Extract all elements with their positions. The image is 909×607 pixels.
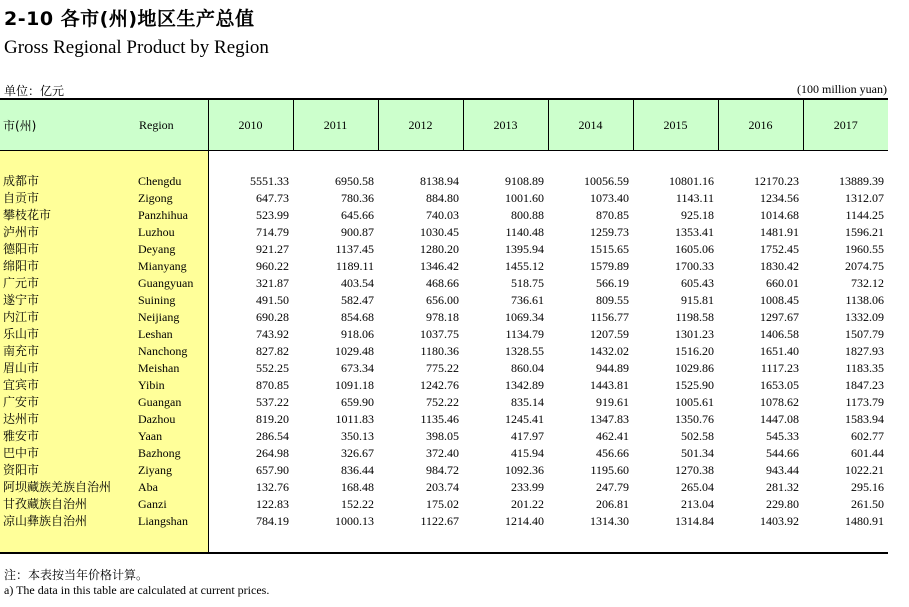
gdp-value-2010: 264.98 <box>256 446 289 460</box>
gdp-value-2011: 1029.48 <box>335 344 374 358</box>
gdp-value-2011: 152.22 <box>341 497 374 511</box>
gdp-value-2011: 168.48 <box>341 480 374 494</box>
header-year: 2010 <box>208 99 293 151</box>
gdp-value-2014: 1432.02 <box>590 344 629 358</box>
gdp-value-2012: 775.22 <box>426 361 459 375</box>
gdp-value-2014: 206.81 <box>596 497 629 511</box>
gdp-value-2016: 660.01 <box>766 276 799 290</box>
table-row <box>0 241 888 258</box>
gdp-value-2011: 854.68 <box>341 310 374 324</box>
gdp-value-2016: 544.66 <box>766 446 799 460</box>
gdp-value-2013: 518.75 <box>511 276 544 290</box>
region-name: Yibin <box>132 377 208 394</box>
header-year: 2017 <box>803 99 888 151</box>
gdp-value-2017: 1144.25 <box>845 208 884 222</box>
city-name-cn: 绵阳市 <box>0 258 132 275</box>
gdp-value-2014: 456.66 <box>596 446 629 460</box>
table-row <box>0 173 888 190</box>
gdp-value-2010: 714.79 <box>256 225 289 239</box>
gdp-value-2010: 132.76 <box>256 480 289 494</box>
gdp-value-2015: 925.18 <box>681 208 714 222</box>
city-name-cn: 泸州市 <box>0 224 132 241</box>
gdp-value-2011: 582.47 <box>341 293 374 307</box>
gdp-value-2012: 468.66 <box>426 276 459 290</box>
gdp-value-2013: 860.04 <box>511 361 544 375</box>
gdp-value-2016: 281.32 <box>766 480 799 494</box>
gdp-value-2014: 870.85 <box>596 208 629 222</box>
header-year: 2016 <box>718 99 803 151</box>
gdp-value-2014: 1347.83 <box>590 412 629 426</box>
gdp-value-2016: 1830.42 <box>760 259 799 273</box>
gdp-value-2014: 1073.40 <box>590 191 629 205</box>
gdp-value-2012: 984.72 <box>426 463 459 477</box>
gdp-value-2010: 960.22 <box>256 259 289 273</box>
gdp-value-2012: 740.03 <box>426 208 459 222</box>
city-name-cn: 资阳市 <box>0 462 132 479</box>
gdp-value-2015: 213.04 <box>681 497 714 511</box>
gdp-value-2015: 1353.41 <box>675 225 714 239</box>
gdp-value-2013: 1455.12 <box>505 259 544 273</box>
gdp-value-2011: 1011.83 <box>335 412 374 426</box>
gdp-value-2013: 233.99 <box>511 480 544 494</box>
table-row <box>0 190 888 207</box>
table-row <box>0 343 888 360</box>
gdp-value-2015: 1516.20 <box>675 344 714 358</box>
table-title-cn: 2-10 各市(州)地区生产总值 <box>4 8 255 30</box>
gdp-value-2017: 732.12 <box>851 276 884 290</box>
region-name: Suining <box>132 292 208 309</box>
gdp-value-2012: 656.00 <box>426 293 459 307</box>
table-row <box>0 224 888 241</box>
gdp-value-2012: 398.05 <box>426 429 459 443</box>
table-row <box>0 258 888 275</box>
gdp-value-2015: 1301.23 <box>675 327 714 341</box>
gdp-value-2010: 491.50 <box>256 293 289 307</box>
gdp-value-2011: 1189.11 <box>335 259 374 273</box>
gdp-value-2010: 819.20 <box>256 412 289 426</box>
gdp-value-2013: 800.88 <box>511 208 544 222</box>
region-name: Luzhou <box>132 224 208 241</box>
table-row <box>0 513 888 530</box>
spacer-row <box>0 151 888 174</box>
table-row <box>0 309 888 326</box>
gdp-value-2010: 690.28 <box>256 310 289 324</box>
table-row <box>0 445 888 462</box>
city-name-cn: 南充市 <box>0 343 132 360</box>
gdp-value-2010: 5551.33 <box>250 174 289 188</box>
gdp-value-2010: 552.25 <box>256 361 289 375</box>
gdp-value-2014: 1515.65 <box>590 242 629 256</box>
gdp-value-2013: 415.94 <box>511 446 544 460</box>
gdp-value-2014: 1195.60 <box>590 463 629 477</box>
gdp-value-2016: 1297.67 <box>760 310 799 324</box>
gdp-value-2016: 545.33 <box>766 429 799 443</box>
gdp-value-2014: 1314.30 <box>590 514 629 528</box>
city-name-cn: 遂宁市 <box>0 292 132 309</box>
gdp-value-2015: 502.58 <box>681 429 714 443</box>
gdp-value-2011: 836.44 <box>341 463 374 477</box>
gdp-value-2014: 1207.59 <box>590 327 629 341</box>
city-name-cn: 自贡市 <box>0 190 132 207</box>
header-city-cn: 市(州) <box>0 99 132 151</box>
gdp-value-2017: 601.44 <box>851 446 884 460</box>
gdp-value-2013: 835.14 <box>511 395 544 409</box>
gdp-value-2017: 1847.23 <box>845 378 884 392</box>
gdp-value-2016: 1234.56 <box>760 191 799 205</box>
table-row <box>0 428 888 445</box>
region-name: Chengdu <box>132 173 208 190</box>
region-name: Leshan <box>132 326 208 343</box>
gdp-value-2013: 1395.94 <box>505 242 544 256</box>
gdp-value-2012: 752.22 <box>426 395 459 409</box>
gdp-value-2011: 780.36 <box>341 191 374 205</box>
gdp-value-2014: 247.79 <box>596 480 629 494</box>
gdp-value-2016: 943.44 <box>766 463 799 477</box>
gdp-value-2015: 1005.61 <box>675 395 714 409</box>
gdp-value-2010: 523.99 <box>256 208 289 222</box>
region-name: Bazhong <box>132 445 208 462</box>
gdp-value-2017: 1507.79 <box>845 327 884 341</box>
gdp-value-2017: 1173.79 <box>845 395 884 409</box>
city-name-cn: 攀枝花市 <box>0 207 132 224</box>
header-year: 2013 <box>463 99 548 151</box>
gdp-value-2013: 1214.40 <box>505 514 544 528</box>
gdp-value-2014: 809.55 <box>596 293 629 307</box>
header-region: Region <box>132 99 208 151</box>
gdp-value-2010: 537.22 <box>256 395 289 409</box>
gdp-value-2017: 1183.35 <box>845 361 884 375</box>
region-name: Nanchong <box>132 343 208 360</box>
gdp-value-2013: 1069.34 <box>505 310 544 324</box>
gdp-value-2013: 9108.89 <box>505 174 544 188</box>
gdp-value-2011: 350.13 <box>341 429 374 443</box>
gdp-value-2015: 605.43 <box>681 276 714 290</box>
gdp-value-2014: 462.41 <box>596 429 629 443</box>
region-name: Guangyuan <box>132 275 208 292</box>
table-row <box>0 462 888 479</box>
gdp-value-2016: 1403.92 <box>760 514 799 528</box>
gdp-value-2017: 1138.06 <box>845 293 884 307</box>
region-name: Neijiang <box>132 309 208 326</box>
gdp-value-2013: 1134.79 <box>505 327 544 341</box>
city-name-cn: 达州市 <box>0 411 132 428</box>
gdp-value-2014: 919.61 <box>596 395 629 409</box>
header-row <box>0 99 888 151</box>
gdp-value-2015: 501.34 <box>681 446 714 460</box>
gdp-value-2016: 12170.23 <box>754 174 799 188</box>
gdp-value-2012: 1280.20 <box>420 242 459 256</box>
gdp-value-2017: 261.50 <box>851 497 884 511</box>
gdp-value-2013: 1328.55 <box>505 344 544 358</box>
gdp-value-2010: 743.92 <box>256 327 289 341</box>
gdp-value-2014: 944.89 <box>596 361 629 375</box>
city-name-cn: 甘孜藏族自治州 <box>0 496 132 513</box>
gdp-value-2012: 1135.46 <box>420 412 459 426</box>
gdp-value-2016: 1078.62 <box>760 395 799 409</box>
gdp-value-2010: 827.82 <box>256 344 289 358</box>
city-name-cn: 乐山市 <box>0 326 132 343</box>
gdp-table <box>0 98 888 554</box>
gdp-value-2016: 1752.45 <box>760 242 799 256</box>
region-name: Liangshan <box>132 513 208 530</box>
gdp-value-2014: 1443.81 <box>590 378 629 392</box>
region-name: Ziyang <box>132 462 208 479</box>
gdp-value-2011: 1091.18 <box>335 378 374 392</box>
gdp-value-2010: 286.54 <box>256 429 289 443</box>
city-name-cn: 成都市 <box>0 173 132 190</box>
gdp-value-2012: 1242.76 <box>420 378 459 392</box>
city-name-cn: 宜宾市 <box>0 377 132 394</box>
gdp-value-2014: 566.19 <box>596 276 629 290</box>
gdp-value-2017: 1960.55 <box>845 242 884 256</box>
spacer-row <box>0 530 888 553</box>
gdp-value-2016: 1008.45 <box>760 293 799 307</box>
gdp-value-2012: 8138.94 <box>420 174 459 188</box>
gdp-value-2017: 1596.21 <box>845 225 884 239</box>
region-name: Yaan <box>132 428 208 445</box>
gdp-value-2011: 1137.45 <box>335 242 374 256</box>
table-row <box>0 207 888 224</box>
gdp-value-2013: 1092.36 <box>505 463 544 477</box>
gdp-value-2017: 13889.39 <box>839 174 884 188</box>
gdp-value-2011: 645.66 <box>341 208 374 222</box>
gdp-value-2014: 10056.59 <box>584 174 629 188</box>
region-name: Ganzi <box>132 496 208 513</box>
gdp-value-2015: 1350.76 <box>675 412 714 426</box>
gdp-value-2010: 657.90 <box>256 463 289 477</box>
gdp-value-2017: 1332.09 <box>845 310 884 324</box>
gdp-value-2016: 1014.68 <box>760 208 799 222</box>
gdp-value-2011: 6950.58 <box>335 174 374 188</box>
table-row <box>0 377 888 394</box>
gdp-value-2013: 1342.89 <box>505 378 544 392</box>
gdp-value-2017: 1480.91 <box>845 514 884 528</box>
region-name: Panzhihua <box>132 207 208 224</box>
gdp-value-2010: 784.19 <box>256 514 289 528</box>
table-row <box>0 479 888 496</box>
region-name: Meishan <box>132 360 208 377</box>
gdp-value-2015: 1700.33 <box>675 259 714 273</box>
gdp-value-2010: 647.73 <box>256 191 289 205</box>
city-name-cn: 雅安市 <box>0 428 132 445</box>
gdp-value-2013: 1140.48 <box>505 225 544 239</box>
gdp-value-2013: 201.22 <box>511 497 544 511</box>
gdp-value-2017: 1583.94 <box>845 412 884 426</box>
gdp-value-2012: 372.40 <box>426 446 459 460</box>
gdp-value-2015: 265.04 <box>681 480 714 494</box>
gdp-value-2015: 1198.58 <box>675 310 714 324</box>
region-name: Deyang <box>132 241 208 258</box>
city-name-cn: 广元市 <box>0 275 132 292</box>
gdp-value-2016: 1481.91 <box>760 225 799 239</box>
table-row <box>0 496 888 513</box>
city-name-cn: 巴中市 <box>0 445 132 462</box>
gdp-value-2015: 1525.90 <box>675 378 714 392</box>
gdp-value-2015: 1143.11 <box>675 191 714 205</box>
gdp-value-2016: 1406.58 <box>760 327 799 341</box>
table-row <box>0 326 888 343</box>
gdp-value-2011: 659.90 <box>341 395 374 409</box>
header-year: 2012 <box>378 99 463 151</box>
gdp-value-2012: 175.02 <box>426 497 459 511</box>
gdp-value-2015: 1314.84 <box>675 514 714 528</box>
header-year: 2014 <box>548 99 633 151</box>
region-name: Zigong <box>132 190 208 207</box>
gdp-value-2011: 326.67 <box>341 446 374 460</box>
gdp-value-2012: 978.18 <box>426 310 459 324</box>
gdp-value-2017: 1827.93 <box>845 344 884 358</box>
gdp-value-2012: 203.74 <box>426 480 459 494</box>
table-row <box>0 411 888 428</box>
gdp-value-2010: 870.85 <box>256 378 289 392</box>
gdp-value-2010: 122.83 <box>256 497 289 511</box>
table-body <box>0 151 888 554</box>
header-year: 2015 <box>633 99 718 151</box>
gdp-value-2015: 1605.06 <box>675 242 714 256</box>
gdp-value-2012: 1122.67 <box>420 514 459 528</box>
gdp-value-2011: 900.87 <box>341 225 374 239</box>
table-row <box>0 394 888 411</box>
gdp-value-2011: 1000.13 <box>335 514 374 528</box>
gdp-value-2015: 915.81 <box>681 293 714 307</box>
gdp-value-2013: 1001.60 <box>505 191 544 205</box>
gdp-value-2015: 10801.16 <box>669 174 714 188</box>
gdp-value-2010: 321.87 <box>256 276 289 290</box>
gdp-value-2012: 1030.45 <box>420 225 459 239</box>
footnote-cn: 注：本表按当年价格计算。 <box>4 568 149 582</box>
gdp-value-2017: 295.16 <box>851 480 884 494</box>
gdp-value-2017: 602.77 <box>851 429 884 443</box>
gdp-value-2012: 1037.75 <box>420 327 459 341</box>
gdp-value-2015: 1270.38 <box>675 463 714 477</box>
gdp-value-2013: 736.61 <box>511 293 544 307</box>
gdp-value-2013: 1245.41 <box>505 412 544 426</box>
gdp-value-2012: 1346.42 <box>420 259 459 273</box>
region-name: Mianyang <box>132 258 208 275</box>
unit-label-cn: 单位：亿元 <box>4 84 65 98</box>
gdp-value-2017: 1022.21 <box>845 463 884 477</box>
table-row <box>0 275 888 292</box>
table-row <box>0 292 888 309</box>
gdp-value-2017: 2074.75 <box>845 259 884 273</box>
gdp-value-2014: 1156.77 <box>590 310 629 324</box>
gdp-value-2016: 1651.40 <box>760 344 799 358</box>
gdp-value-2015: 1029.86 <box>675 361 714 375</box>
region-name: Dazhou <box>132 411 208 428</box>
gdp-value-2011: 673.34 <box>341 361 374 375</box>
table-row <box>0 360 888 377</box>
gdp-value-2010: 921.27 <box>256 242 289 256</box>
city-name-cn: 阿坝藏族羌族自治州 <box>0 479 132 496</box>
unit-label-en: (100 million yuan) <box>797 82 887 96</box>
city-name-cn: 德阳市 <box>0 241 132 258</box>
gdp-value-2014: 1579.89 <box>590 259 629 273</box>
city-name-cn: 内江市 <box>0 309 132 326</box>
gdp-value-2012: 1180.36 <box>420 344 459 358</box>
region-name: Aba <box>132 479 208 496</box>
city-name-cn: 凉山彝族自治州 <box>0 513 132 530</box>
gdp-value-2016: 1447.08 <box>760 412 799 426</box>
gdp-value-2016: 1117.23 <box>760 361 799 375</box>
gdp-value-2016: 1653.05 <box>760 378 799 392</box>
table-title-en: Gross Regional Product by Region <box>4 37 269 58</box>
gdp-value-2016: 229.80 <box>766 497 799 511</box>
city-name-cn: 广安市 <box>0 394 132 411</box>
gdp-value-2014: 1259.73 <box>590 225 629 239</box>
header-year: 2011 <box>293 99 378 151</box>
city-name-cn: 眉山市 <box>0 360 132 377</box>
gdp-value-2012: 884.80 <box>426 191 459 205</box>
footnote-en: a) The data in this table are calculated at current prices. <box>4 583 270 597</box>
gdp-value-2013: 417.97 <box>511 429 544 443</box>
region-name: Guangan <box>132 394 208 411</box>
gdp-value-2011: 403.54 <box>341 276 374 290</box>
gdp-value-2017: 1312.07 <box>845 191 884 205</box>
gdp-value-2011: 918.06 <box>341 327 374 341</box>
